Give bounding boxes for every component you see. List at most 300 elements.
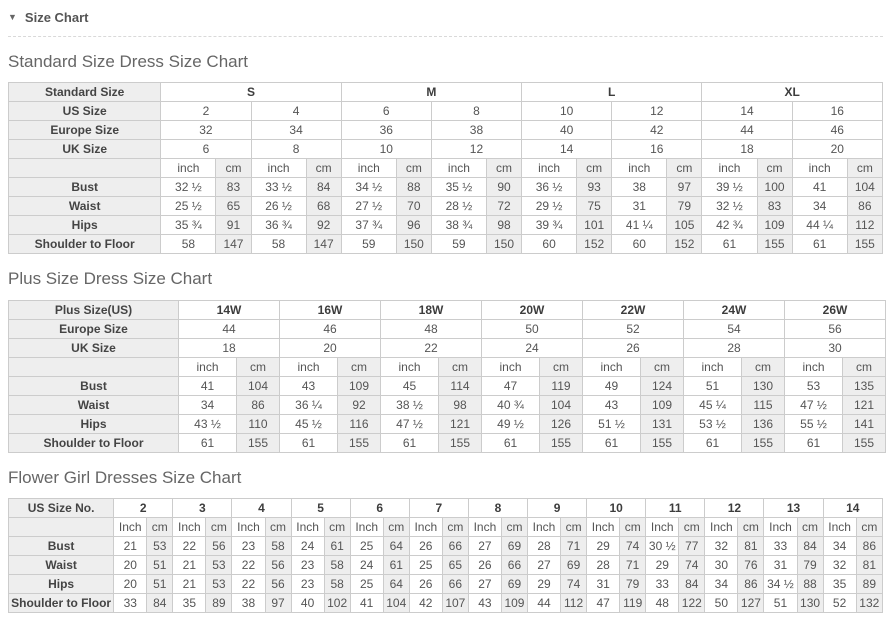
size-header-cell: 14 [823, 499, 882, 518]
unit-inch-cell: inch [702, 159, 757, 178]
cm-value-cell: 88 [797, 575, 823, 594]
size-header-cell: 26 [583, 338, 684, 357]
inch-value-cell: 43 ½ [179, 414, 237, 433]
size-header-row [9, 319, 886, 338]
unit-cm-cell: cm [324, 518, 350, 537]
size-header-row [9, 499, 883, 518]
inch-value-cell: 43 [468, 594, 501, 613]
size-header-cell: 2 [161, 102, 251, 121]
unit-cm-cell: cm [396, 159, 431, 178]
inch-value-cell: 44 [527, 594, 560, 613]
cm-value-cell: 115 [742, 395, 785, 414]
row-label: Bust [9, 537, 114, 556]
cm-value-cell: 71 [620, 556, 646, 575]
cm-value-cell: 84 [679, 575, 705, 594]
inch-value-cell: 26 [409, 537, 442, 556]
cm-value-cell: 68 [306, 197, 341, 216]
cm-value-cell: 61 [383, 556, 409, 575]
inch-value-cell: 30 ½ [646, 537, 679, 556]
measurement-row [9, 433, 886, 452]
inch-value-cell: 34 [179, 395, 237, 414]
cm-value-cell: 98 [439, 395, 482, 414]
row-label [9, 518, 114, 537]
cm-value-cell: 69 [501, 537, 527, 556]
size-header-cell: 22 [381, 338, 482, 357]
size-header-cell: 12 [705, 499, 764, 518]
row-label [9, 159, 161, 178]
size-header-row [9, 300, 886, 319]
row-label: Shoulder to Floor [9, 433, 179, 452]
size-header-cell: 24W [684, 300, 785, 319]
measurement-row [9, 414, 886, 433]
inch-value-cell: 41 ¼ [612, 216, 667, 235]
inch-value-cell: 25 [350, 537, 383, 556]
unit-cm-cell: cm [620, 518, 646, 537]
cm-value-cell: 75 [577, 197, 612, 216]
unit-inch-cell: inch [251, 159, 306, 178]
section-title: Size Chart [24, 10, 89, 25]
cm-value-cell: 70 [396, 197, 431, 216]
cm-value-cell: 58 [324, 556, 350, 575]
size-header-cell: 13 [764, 499, 823, 518]
measurement-row [9, 178, 883, 197]
cm-value-cell: 155 [338, 433, 381, 452]
unit-cm-cell: cm [561, 518, 587, 537]
inch-value-cell: 41 [350, 594, 383, 613]
row-label: Waist [9, 395, 179, 414]
size-header-cell: 18W [381, 300, 482, 319]
row-label: UK Size [9, 140, 161, 159]
unit-inch-cell: inch [792, 159, 847, 178]
inch-value-cell: 42 ¾ [702, 216, 757, 235]
cm-value-cell: 101 [577, 216, 612, 235]
inch-value-cell: 25 ½ [161, 197, 216, 216]
size-header-cell: L [522, 83, 702, 102]
cm-value-cell: 79 [667, 197, 702, 216]
row-label: Waist [9, 197, 161, 216]
unit-cm-cell: cm [577, 159, 612, 178]
row-label: Hips [9, 575, 114, 594]
cm-value-cell: 155 [843, 433, 886, 452]
inch-value-cell: 34 [792, 197, 847, 216]
inch-value-cell: 34 ½ [341, 178, 396, 197]
inch-value-cell: 55 ½ [785, 414, 843, 433]
cm-value-cell: 155 [439, 433, 482, 452]
inch-value-cell: 27 [468, 575, 501, 594]
unit-inch-cell: Inch [409, 518, 442, 537]
cm-value-cell: 104 [847, 178, 882, 197]
cm-value-cell: 69 [501, 575, 527, 594]
inch-value-cell: 25 [350, 575, 383, 594]
size-header-cell: 56 [785, 319, 886, 338]
cm-value-cell: 112 [561, 594, 587, 613]
cm-value-cell: 114 [439, 376, 482, 395]
inch-value-cell: 35 ½ [431, 178, 486, 197]
cm-value-cell: 58 [324, 575, 350, 594]
inch-value-cell: 52 [823, 594, 856, 613]
inch-value-cell: 29 ½ [522, 197, 577, 216]
cm-value-cell: 86 [237, 395, 280, 414]
cm-value-cell: 131 [641, 414, 684, 433]
unit-inch-cell: Inch [114, 518, 147, 537]
inch-value-cell: 34 ½ [764, 575, 797, 594]
inch-value-cell: 48 [646, 594, 679, 613]
size-header-cell: 20 [280, 338, 381, 357]
inch-value-cell: 36 ½ [522, 178, 577, 197]
cm-value-cell: 84 [147, 594, 173, 613]
cm-value-cell: 76 [738, 556, 764, 575]
cm-value-cell: 51 [147, 556, 173, 575]
cm-value-cell: 66 [442, 537, 468, 556]
cm-value-cell: 98 [486, 216, 521, 235]
cm-value-cell: 96 [396, 216, 431, 235]
row-label: Bust [9, 178, 161, 197]
size-header-cell: 52 [583, 319, 684, 338]
inch-value-cell: 34 [823, 537, 856, 556]
inch-value-cell: 28 [587, 556, 620, 575]
cm-value-cell: 119 [540, 376, 583, 395]
inch-value-cell: 22 [232, 575, 265, 594]
cm-value-cell: 53 [147, 537, 173, 556]
inch-value-cell: 59 [341, 235, 396, 254]
cm-value-cell: 152 [577, 235, 612, 254]
unit-inch-cell: inch [179, 357, 237, 376]
cm-value-cell: 97 [265, 594, 291, 613]
size-header-cell: 36 [341, 121, 431, 140]
row-label: Standard Size [9, 83, 161, 102]
unit-row [9, 159, 883, 178]
row-label: US Size [9, 102, 161, 121]
size-header-cell: 26W [785, 300, 886, 319]
size-header-cell: 20W [482, 300, 583, 319]
size-header-cell: 8 [431, 102, 521, 121]
size-header-cell: 9 [527, 499, 586, 518]
size-header-cell: 16W [280, 300, 381, 319]
measurement-row [9, 575, 883, 594]
size-header-cell: 10 [587, 499, 646, 518]
inch-value-cell: 50 [705, 594, 738, 613]
cm-value-cell: 110 [237, 414, 280, 433]
cm-value-cell: 65 [442, 556, 468, 575]
cm-value-cell: 89 [856, 575, 882, 594]
cm-value-cell: 58 [265, 537, 291, 556]
inch-value-cell: 45 ½ [280, 414, 338, 433]
cm-value-cell: 135 [843, 376, 886, 395]
inch-value-cell: 34 [705, 575, 738, 594]
size-header-cell: 50 [482, 319, 583, 338]
cm-value-cell: 155 [237, 433, 280, 452]
cm-value-cell: 86 [738, 575, 764, 594]
size-header-cell: 14 [522, 140, 612, 159]
plus-size-table-title: Plus Size Dress Size Chart [8, 269, 213, 289]
size-header-cell: 14W [179, 300, 280, 319]
unit-cm-cell: cm [757, 159, 792, 178]
size-header-cell: 34 [251, 121, 341, 140]
inch-value-cell: 31 [612, 197, 667, 216]
row-label: Europe Size [9, 319, 179, 338]
unit-inch-cell: inch [482, 357, 540, 376]
inch-value-cell: 47 [587, 594, 620, 613]
unit-cm-cell: cm [206, 518, 232, 537]
size-header-cell: 48 [381, 319, 482, 338]
cm-value-cell: 109 [338, 376, 381, 395]
cm-value-cell: 104 [237, 376, 280, 395]
inch-value-cell: 38 ¾ [431, 216, 486, 235]
unit-inch-cell: Inch [173, 518, 206, 537]
inch-value-cell: 24 [350, 556, 383, 575]
inch-value-cell: 61 [583, 433, 641, 452]
inch-value-cell: 47 [482, 376, 540, 395]
inch-value-cell: 38 ½ [381, 395, 439, 414]
inch-value-cell: 35 ¾ [161, 216, 216, 235]
unit-inch-cell: Inch [823, 518, 856, 537]
measurement-row [9, 395, 886, 414]
inch-value-cell: 29 [587, 537, 620, 556]
inch-value-cell: 33 [114, 594, 147, 613]
inch-value-cell: 40 [291, 594, 324, 613]
cm-value-cell: 124 [641, 376, 684, 395]
cm-value-cell: 83 [757, 197, 792, 216]
cm-value-cell: 64 [383, 537, 409, 556]
size-header-cell: 24 [482, 338, 583, 357]
inch-value-cell: 32 ½ [161, 178, 216, 197]
unit-cm-cell: cm [679, 518, 705, 537]
measurement-row [9, 197, 883, 216]
size-header-cell: 10 [522, 102, 612, 121]
cm-value-cell: 130 [797, 594, 823, 613]
cm-value-cell: 155 [742, 433, 785, 452]
size-header-cell: 28 [684, 338, 785, 357]
inch-value-cell: 23 [291, 575, 324, 594]
cm-value-cell: 81 [738, 537, 764, 556]
size-header-cell: 14 [702, 102, 792, 121]
unit-inch-cell: inch [381, 357, 439, 376]
size-header-cell: 6 [341, 102, 431, 121]
unit-cm-cell: cm [338, 357, 381, 376]
row-label: Shoulder to Floor [9, 235, 161, 254]
inch-value-cell: 42 [409, 594, 442, 613]
inch-value-cell: 58 [251, 235, 306, 254]
unit-inch-cell: Inch [527, 518, 560, 537]
inch-value-cell: 58 [161, 235, 216, 254]
cm-value-cell: 155 [540, 433, 583, 452]
cm-value-cell: 86 [847, 197, 882, 216]
cm-value-cell: 51 [147, 575, 173, 594]
standard-size-table [8, 82, 883, 254]
cm-value-cell: 93 [577, 178, 612, 197]
row-label: Shoulder to Floor [9, 594, 114, 613]
inch-value-cell: 26 ½ [251, 197, 306, 216]
inch-value-cell: 35 [823, 575, 856, 594]
unit-cm-cell: cm [439, 357, 482, 376]
size-header-cell: 22W [583, 300, 684, 319]
row-label: Waist [9, 556, 114, 575]
cm-value-cell: 79 [797, 556, 823, 575]
inch-value-cell: 28 ½ [431, 197, 486, 216]
inch-value-cell: 28 [527, 537, 560, 556]
size-header-cell: 18 [179, 338, 280, 357]
size-header-row [9, 83, 883, 102]
collapse-triangle-icon: ▼ [8, 12, 17, 22]
row-label: Hips [9, 414, 179, 433]
cm-value-cell: 121 [439, 414, 482, 433]
row-label: US Size No. [9, 499, 114, 518]
inch-value-cell: 51 [684, 376, 742, 395]
size-header-cell: 16 [792, 102, 882, 121]
unit-cm-cell: cm [843, 357, 886, 376]
cm-value-cell: 74 [620, 537, 646, 556]
inch-value-cell: 61 [280, 433, 338, 452]
standard-size-table-title: Standard Size Dress Size Chart [8, 52, 248, 71]
inch-value-cell: 31 [764, 556, 797, 575]
unit-cm-cell: cm [442, 518, 468, 537]
cm-value-cell: 66 [442, 575, 468, 594]
unit-cm-cell: cm [847, 159, 882, 178]
unit-inch-cell: inch [684, 357, 742, 376]
inch-value-cell: 61 [702, 235, 757, 254]
measurement-row [9, 216, 883, 235]
cm-value-cell: 53 [206, 556, 232, 575]
inch-value-cell: 38 [232, 594, 265, 613]
inch-value-cell: 47 ½ [785, 395, 843, 414]
size-header-cell: 44 [179, 319, 280, 338]
cm-value-cell: 90 [486, 178, 521, 197]
cm-value-cell: 155 [757, 235, 792, 254]
unit-inch-cell: Inch [764, 518, 797, 537]
cm-value-cell: 53 [206, 575, 232, 594]
inch-value-cell: 47 ½ [381, 414, 439, 433]
cm-value-cell: 119 [620, 594, 646, 613]
cm-value-cell: 102 [324, 594, 350, 613]
inch-value-cell: 33 [764, 537, 797, 556]
inch-value-cell: 53 [785, 376, 843, 395]
inch-value-cell: 49 [583, 376, 641, 395]
inch-value-cell: 31 [587, 575, 620, 594]
size-header-cell: 16 [612, 140, 702, 159]
size-header-cell: 42 [612, 121, 702, 140]
size-header-cell: 18 [702, 140, 792, 159]
size-header-cell: 8 [251, 140, 341, 159]
unit-cm-cell: cm [667, 159, 702, 178]
cm-value-cell: 130 [742, 376, 785, 395]
cm-value-cell: 104 [383, 594, 409, 613]
unit-row [9, 357, 886, 376]
inch-value-cell: 35 [173, 594, 206, 613]
cm-value-cell: 72 [486, 197, 521, 216]
inch-value-cell: 40 ¾ [482, 395, 540, 414]
inch-value-cell: 23 [291, 556, 324, 575]
measurement-row [9, 594, 883, 613]
size-header-cell: 4 [251, 102, 341, 121]
plus-size-table [8, 300, 886, 453]
unit-inch-cell: Inch [232, 518, 265, 537]
inch-value-cell: 39 ¾ [522, 216, 577, 235]
unit-cm-cell: cm [641, 357, 684, 376]
unit-inch-cell: inch [431, 159, 486, 178]
cm-value-cell: 91 [216, 216, 251, 235]
row-label: Bust [9, 376, 179, 395]
unit-cm-cell: cm [738, 518, 764, 537]
inch-value-cell: 27 ½ [341, 197, 396, 216]
inch-value-cell: 43 [280, 376, 338, 395]
cm-value-cell: 116 [338, 414, 381, 433]
cm-value-cell: 56 [265, 575, 291, 594]
inch-value-cell: 32 [705, 537, 738, 556]
cm-value-cell: 127 [738, 594, 764, 613]
cm-value-cell: 122 [679, 594, 705, 613]
inch-value-cell: 20 [114, 575, 147, 594]
inch-value-cell: 22 [232, 556, 265, 575]
cm-value-cell: 112 [847, 216, 882, 235]
cm-value-cell: 56 [206, 537, 232, 556]
cm-value-cell: 74 [679, 556, 705, 575]
cm-value-cell: 77 [679, 537, 705, 556]
inch-value-cell: 61 [684, 433, 742, 452]
unit-row [9, 518, 883, 537]
inch-value-cell: 44 ¼ [792, 216, 847, 235]
cm-value-cell: 107 [442, 594, 468, 613]
inch-value-cell: 26 [468, 556, 501, 575]
row-label: Hips [9, 216, 161, 235]
size-header-cell: 3 [173, 499, 232, 518]
inch-value-cell: 20 [114, 556, 147, 575]
inch-value-cell: 43 [583, 395, 641, 414]
size-header-cell: 20 [792, 140, 882, 159]
inch-value-cell: 23 [232, 537, 265, 556]
inch-value-cell: 61 [792, 235, 847, 254]
unit-inch-cell: inch [612, 159, 667, 178]
unit-inch-cell: inch [280, 357, 338, 376]
cm-value-cell: 109 [757, 216, 792, 235]
size-header-cell: 46 [792, 121, 882, 140]
inch-value-cell: 60 [612, 235, 667, 254]
unit-cm-cell: cm [742, 357, 785, 376]
size-header-cell: 10 [341, 140, 431, 159]
cm-value-cell: 88 [396, 178, 431, 197]
unit-inch-cell: Inch [587, 518, 620, 537]
cm-value-cell: 105 [667, 216, 702, 235]
size-chart-section-header[interactable] [8, 7, 883, 37]
cm-value-cell: 136 [742, 414, 785, 433]
cm-value-cell: 92 [338, 395, 381, 414]
inch-value-cell: 39 ½ [702, 178, 757, 197]
size-header-cell: 12 [431, 140, 521, 159]
cm-value-cell: 150 [396, 235, 431, 254]
cm-value-cell: 83 [216, 178, 251, 197]
unit-inch-cell: inch [583, 357, 641, 376]
size-header-row [9, 102, 883, 121]
row-label: UK Size [9, 338, 179, 357]
cm-value-cell: 84 [797, 537, 823, 556]
inch-value-cell: 36 ¾ [251, 216, 306, 235]
inch-value-cell: 45 [381, 376, 439, 395]
inch-value-cell: 60 [522, 235, 577, 254]
inch-value-cell: 27 [468, 537, 501, 556]
unit-cm-cell: cm [147, 518, 173, 537]
row-label: Plus Size(US) [9, 300, 179, 319]
size-header-cell: 8 [468, 499, 527, 518]
cm-value-cell: 79 [620, 575, 646, 594]
unit-inch-cell: Inch [646, 518, 679, 537]
inch-value-cell: 61 [381, 433, 439, 452]
measurement-row [9, 556, 883, 575]
cm-value-cell: 100 [757, 178, 792, 197]
row-label: Europe Size [9, 121, 161, 140]
cm-value-cell: 69 [561, 556, 587, 575]
unit-cm-cell: cm [216, 159, 251, 178]
unit-inch-cell: Inch [705, 518, 738, 537]
inch-value-cell: 21 [173, 575, 206, 594]
